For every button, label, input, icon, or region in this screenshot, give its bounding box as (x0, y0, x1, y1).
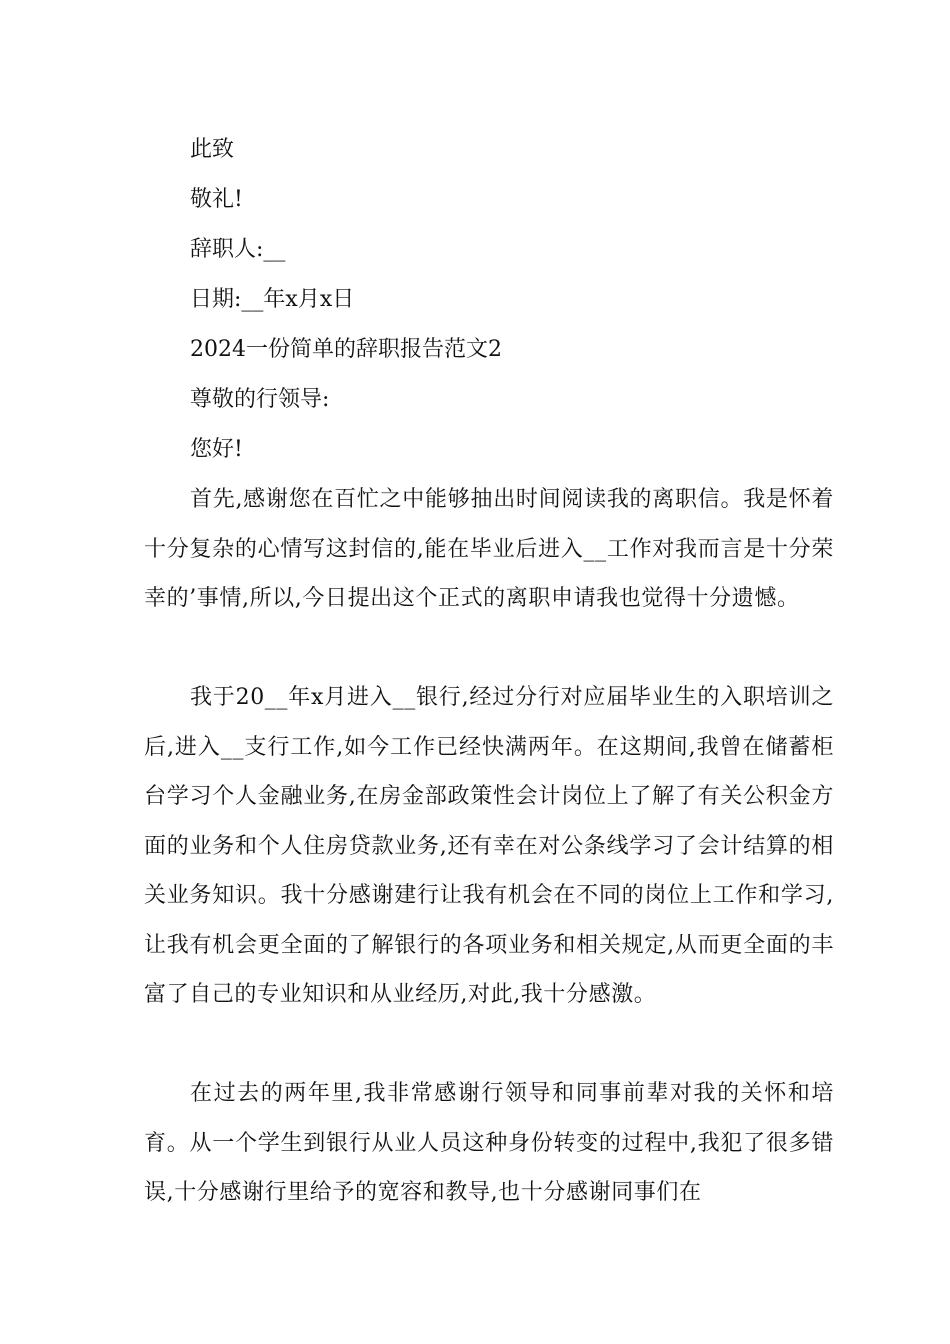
date-line: 日期:__年x月x日 (190, 287, 355, 312)
closing-salute: 此致 (190, 137, 235, 162)
body-paragraph: 我于20__年x月进入__银行,经过分行对应届毕业生的入职培训之后,进入__支行工作,如今工作已经快满两年。在这期间,我曾在储蓄柜台学习个人金融业务,在房金部政策性会计岗位上了解了有关公积金方面的业务和个人住房贷款业务,还有幸在对公条线学习了会计结算的相关业务知识。我十分感谢建行让我有机会在不同的岗位上工作和学习,让我有机会更全面的了解银行的各项业务和相关规定,从而更全面的丰富了自己的专业知识和从业经历,对此,我十分感激。 (144, 685, 834, 1007)
section-title: 2024一份简单的辞职报告范文2 (190, 337, 502, 362)
addressee: 尊敬的行领导: (190, 387, 330, 412)
resigner-signature-line: 辞职人:__ (190, 237, 286, 262)
body-paragraph: 首先,感谢您在百忙之中能够抽出时间阅读我的离职信。我是怀着十分复杂的心情写这封信的,能在毕业后进入__工作对我而言是十分荣幸的’事情,所以,今日提出这个正式的离职申请我也觉得十分遗憾。 (144, 487, 834, 611)
greeting: 您好! (190, 437, 243, 462)
closing-respect: 敬礼! (190, 187, 243, 212)
body-paragraph: 在过去的两年里,我非常感谢行领导和同事前辈对我的关怀和培育。从一个学生到银行从业人员这种身份转变的过程中,我犯了很多错误,十分感谢行里给予的宽容和教导,也十分感谢同事们在 (144, 1081, 834, 1205)
